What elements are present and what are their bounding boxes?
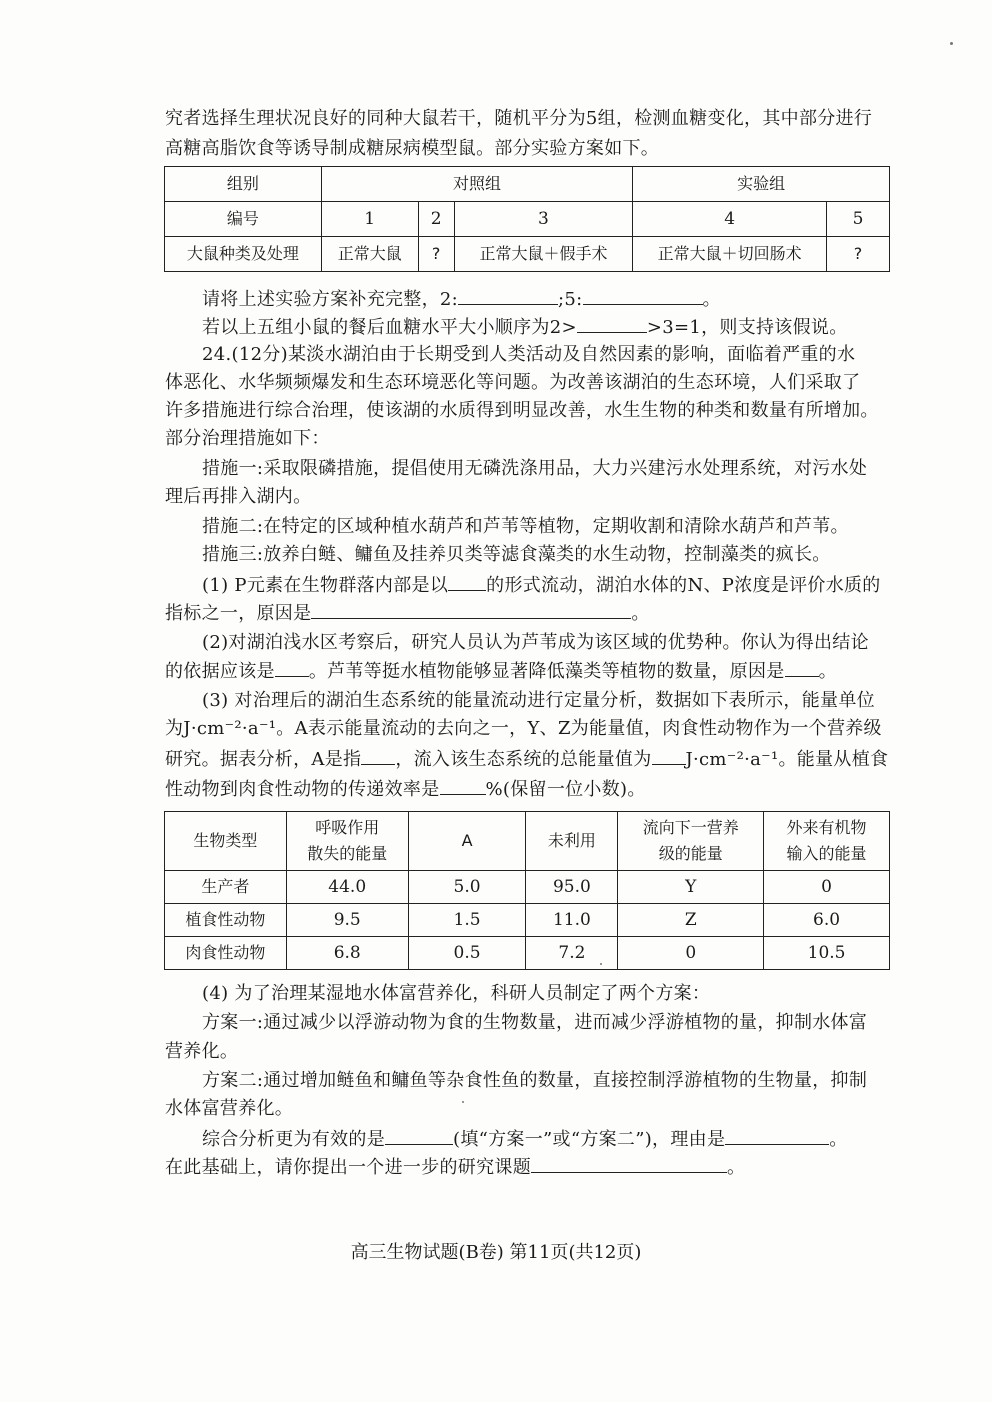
experiment-design-table <box>164 166 890 272</box>
measure-1-line-2: 理后再排入湖内。 <box>165 486 312 507</box>
part3-line-4 <box>165 776 895 803</box>
table1-row1-label: 组别 <box>165 167 322 202</box>
scan-speck <box>600 963 602 965</box>
energy-value-cell: 1.5 <box>408 904 526 937</box>
answer-blank-a-meaning[interactable] <box>361 746 395 765</box>
energy-table-header-cell <box>764 812 890 871</box>
part2-line-2 <box>165 658 895 685</box>
scan-speck <box>950 42 953 45</box>
header-text: 未利用 <box>547 831 596 850</box>
q23-fill-line <box>202 286 932 313</box>
answer-blank-topic[interactable] <box>531 1154 727 1173</box>
header-text: 生物类型 <box>193 831 258 850</box>
energy-value-cell: 9.5 <box>286 904 408 937</box>
q24-line-4: 部分治理措施如下： <box>165 428 330 449</box>
part3-efficiency-suffix: %(保留一位小数)。 <box>485 779 646 800</box>
part3-line-1: (3) 对治理后的湖泊生态系统的能量流动进行定量分析，数据如下表所示，能量单位 <box>202 690 875 711</box>
q24-line-2: 体恶化、水华频频爆发和生态环境恶化等问题。为改善该湖泊的生态环境，人们采取了 <box>165 372 861 393</box>
part3-prefix: 研究。据表分析，A是指 <box>165 749 362 770</box>
answer-blank-efficiency[interactable] <box>440 776 486 795</box>
page-footer: 高三生物试题(B卷) 第11页(共12页) <box>350 1242 642 1263</box>
answer-blank-total-energy[interactable] <box>652 746 686 765</box>
part1-line-1 <box>202 572 932 599</box>
part1-reason-prefix: 指标之一，原因是 <box>165 603 312 624</box>
plan-2-line-2: 水体富营养化。 <box>165 1098 294 1119</box>
table-row <box>165 904 890 937</box>
plan-2-line-1: 方案二:通过增加鲢鱼和鳙鱼等杂食性鱼的数量，直接控制浮游植物的生物量，抑制 <box>202 1070 868 1091</box>
q23-order-suffix: >3=1，则支持该假说。 <box>646 317 848 338</box>
energy-table-header-cell <box>165 812 287 871</box>
table1-experiment-header: 实验组 <box>633 167 890 202</box>
choice-mid: (填“方案一”或“方案二”)，理由是 <box>453 1129 726 1150</box>
table1-treatment: 正常大鼠＋切回肠术 <box>633 237 827 272</box>
scan-speck <box>462 1101 464 1103</box>
intro-line-1: 究者选择生理状况良好的同种大鼠若干，随机平分为5组，检测血糖变化，其中部分进行 <box>165 108 873 129</box>
choice-end: 。 <box>829 1129 848 1150</box>
part1-suffix: 的形式流动，湖泊水体的N、P浓度是评价水质的 <box>486 575 881 596</box>
topic-end: 。 <box>727 1157 746 1178</box>
answer-blank-reason[interactable] <box>311 600 631 619</box>
energy-value-cell: 95.0 <box>526 871 618 904</box>
part3-efficiency-prefix: 性动物到肉食性动物的传递效率是 <box>165 779 440 800</box>
part3-suffix: J·cm⁻²·a⁻¹。能量从植食 <box>685 749 889 770</box>
energy-table-header-cell <box>286 812 408 871</box>
q23-order-line <box>202 314 932 341</box>
table1-id: 1 <box>321 202 418 237</box>
answer-blank-plan[interactable] <box>385 1126 453 1145</box>
part2-prefix: 的依据应该是 <box>165 661 275 682</box>
energy-table-header-row <box>165 812 890 871</box>
table1-row2-label: 编号 <box>165 202 322 237</box>
header-text: 外来有机物 <box>786 818 867 837</box>
part3-line-2: 为J·cm⁻²·a⁻¹。A表示能量流动的去向之一，Y、Z为能量值，肉食性动物作为一个营养级 <box>165 718 882 739</box>
measure-3: 措施三:放养白鲢、鳙鱼及挂养贝类等滤食藻类的水生动物，控制藻类的疯长。 <box>202 544 831 565</box>
energy-value-cell: 6.8 <box>286 937 408 970</box>
organism-type-cell: 肉食性动物 <box>165 937 287 970</box>
answer-blank-plan-reason[interactable] <box>725 1126 829 1145</box>
part2-mid: 。芦苇等挺水植物能够显著降低藻类等植物的数量，原因是 <box>308 661 785 682</box>
q23-fill-end: 。 <box>702 289 721 310</box>
energy-value-cell: Z <box>618 904 764 937</box>
energy-value-cell: 6.0 <box>764 904 890 937</box>
table1-treatment: 正常大鼠＋假手术 <box>454 237 633 272</box>
table-row <box>165 937 890 970</box>
energy-table-header-cell <box>408 812 526 871</box>
table1-id: 5 <box>827 202 890 237</box>
header-text: 输入的能量 <box>786 844 867 863</box>
intro-line-2: 高糖高脂饮食等诱导制成糖尿病模型鼠。部分实验方案如下。 <box>165 138 660 159</box>
part4-choice-line <box>202 1126 932 1153</box>
energy-value-cell: 5.0 <box>408 871 526 904</box>
organism-type-cell: 植食性动物 <box>165 904 287 937</box>
header-text: 呼吸作用 <box>315 818 380 837</box>
energy-value-cell: 44.0 <box>286 871 408 904</box>
plan-1-line-1: 方案一:通过减少以浮游动物为食的生物数量，进而减少浮游植物的量，抑制水体富 <box>202 1012 868 1033</box>
part1-line-2 <box>165 600 895 627</box>
energy-value-cell: 0 <box>764 871 890 904</box>
q24-line-3: 许多措施进行综合治理，使该湖的水质得到明显改善，水生生物的种类和数量有所增加。 <box>165 400 879 421</box>
q23-fill-prefix: 请将上述实验方案补充完整，2: <box>202 289 459 310</box>
table-row <box>165 871 890 904</box>
table1-id: 4 <box>633 202 827 237</box>
header-text: A <box>461 831 473 850</box>
energy-value-cell: 11.0 <box>526 904 618 937</box>
measure-2: 措施二:在特定的区域种植水葫芦和芦苇等植物，定期收割和清除水葫芦和芦苇。 <box>202 516 849 537</box>
table1-treatment: ? <box>418 237 454 272</box>
answer-blank-order[interactable] <box>577 314 647 333</box>
energy-value-cell: 10.5 <box>764 937 890 970</box>
part1-reason-end: 。 <box>631 603 650 624</box>
table1-id: 2 <box>418 202 454 237</box>
answer-blank-cause[interactable] <box>785 658 819 677</box>
answer-blank-5[interactable] <box>583 286 703 305</box>
measure-1-line-1: 措施一:采取限磷措施，提倡使用无磷洗涤用品，大力兴建污水处理系统，对污水处 <box>202 458 868 479</box>
part1-prefix: (1) P元素在生物群落内部是以 <box>202 575 449 596</box>
part2-line-1: (2)对湖泊浅水区考察后，研究人员认为芦苇成为该区域的优势种。你认为得出结论 <box>202 632 869 653</box>
header-text: 流向下一营养 <box>642 818 739 837</box>
table1-row3-label: 大鼠种类及处理 <box>165 237 322 272</box>
answer-blank-2[interactable] <box>458 286 558 305</box>
table1-treatment: ? <box>827 237 890 272</box>
part3-mid: ，流入该生态系统的总能量值为 <box>395 749 652 770</box>
q23-fill-mid: ;5: <box>558 289 583 310</box>
answer-blank-p-form[interactable] <box>448 572 486 591</box>
energy-table-header-cell <box>618 812 764 871</box>
part4-intro: (4) 为了治理某湿地水体富营养化，科研人员制定了两个方案： <box>202 983 711 1004</box>
q24-line-1: 24.(12分)某淡水湖泊由于长期受到人类活动及自然因素的影响，面临着严重的水 <box>202 344 856 365</box>
q23-order-prefix: 若以上五组小鼠的餐后血糖水平大小顺序为2> <box>202 317 577 338</box>
choice-prefix: 综合分析更为有效的是 <box>202 1129 385 1150</box>
header-text: 级的能量 <box>658 844 723 863</box>
plan-1-line-2: 营养化。 <box>165 1041 239 1062</box>
part2-end: 。 <box>818 661 837 682</box>
table1-id: 3 <box>454 202 633 237</box>
energy-value-cell: Y <box>618 871 764 904</box>
energy-value-cell: 0 <box>618 937 764 970</box>
part3-line-3 <box>165 746 895 773</box>
energy-flow-table <box>164 811 890 970</box>
energy-value-cell: 0.5 <box>408 937 526 970</box>
part4-topic-line <box>165 1154 895 1181</box>
energy-value-cell: 7.2 <box>526 937 618 970</box>
organism-type-cell: 生产者 <box>165 871 287 904</box>
table1-treatment: 正常大鼠 <box>321 237 418 272</box>
topic-prefix: 在此基础上，请你提出一个进一步的研究课题 <box>165 1157 531 1178</box>
header-text: 散失的能量 <box>307 844 388 863</box>
table1-control-header: 对照组 <box>321 167 633 202</box>
answer-blank-basis[interactable] <box>275 658 309 677</box>
energy-table-header-cell <box>526 812 618 871</box>
